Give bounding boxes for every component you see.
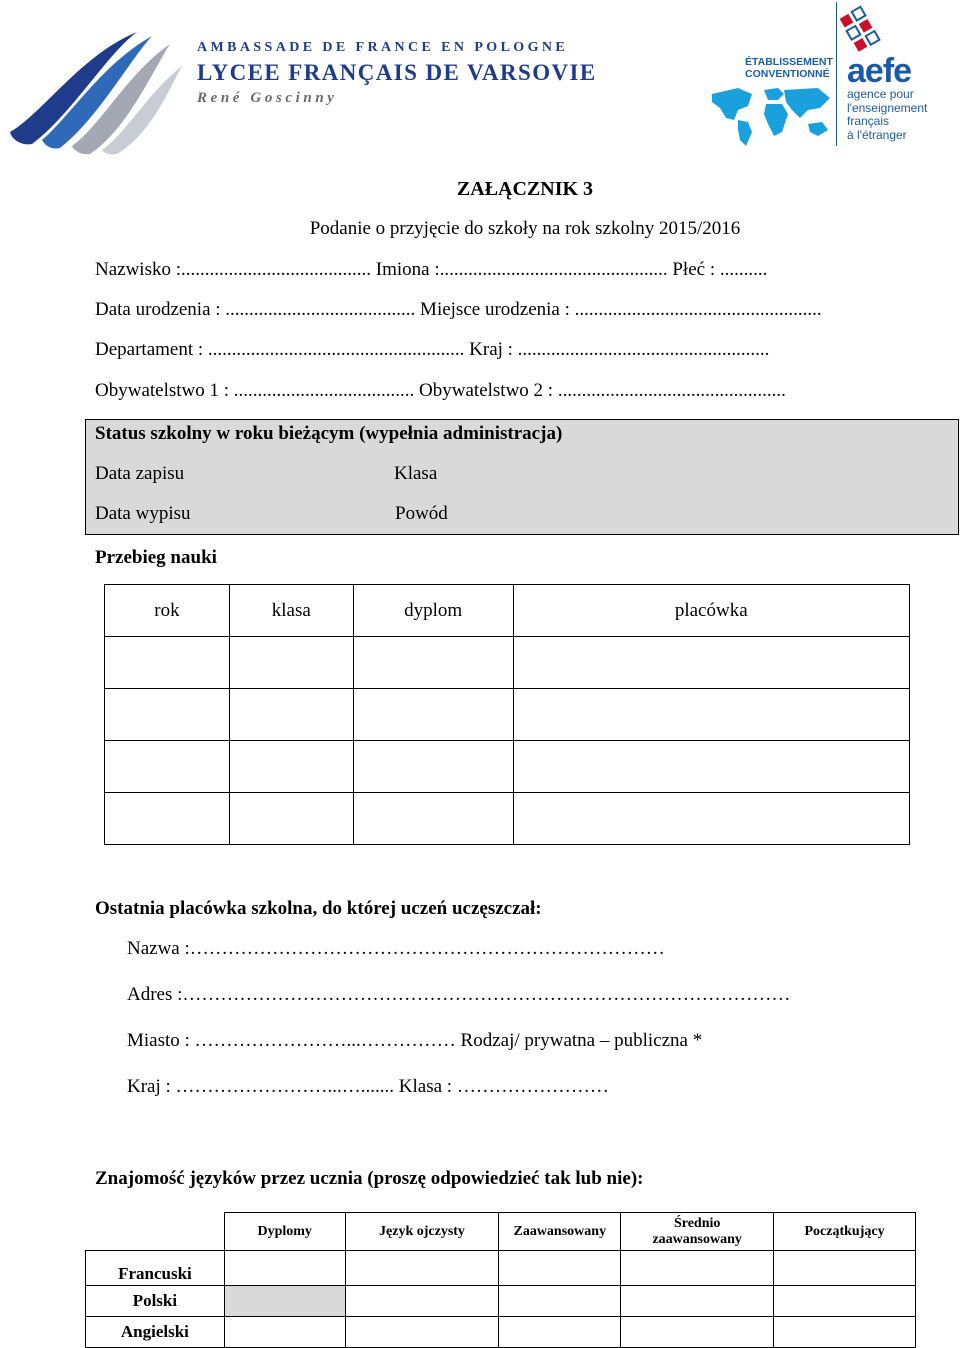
- jezyki-row-polski: Polski: [86, 1286, 225, 1317]
- header-patron: René Goscinny: [197, 90, 338, 106]
- table-cell[interactable]: [621, 1317, 774, 1348]
- table-row: [86, 1251, 916, 1286]
- table-cell[interactable]: [224, 1317, 345, 1348]
- table-cell[interactable]: [224, 1251, 345, 1286]
- przebieg-heading: Przebieg nauki: [95, 547, 217, 568]
- aefe-subtitle: [847, 88, 927, 142]
- aefe-sub-line: à l'étranger: [847, 127, 907, 142]
- table-row: [86, 1317, 916, 1348]
- table-cell[interactable]: [621, 1251, 774, 1286]
- world-map-icon: [708, 84, 836, 148]
- status-data-zapisu: Data zapisu: [95, 463, 185, 484]
- przebieg-table: [104, 584, 910, 845]
- table-cell[interactable]: [345, 1286, 499, 1317]
- table-cell[interactable]: [621, 1286, 774, 1317]
- ostatnia-kraj: Kraj : ……………………...…....... Klasa : ……………………: [127, 1076, 609, 1097]
- jezyki-col-poczatkujacy: Początkujący: [774, 1213, 916, 1251]
- table-row: [105, 637, 910, 689]
- table-cell[interactable]: [345, 1251, 499, 1286]
- page-subtitle: Podanie o przyjęcie do szkoły na rok szkolny 2015/2016: [309, 218, 741, 239]
- table-cell[interactable]: [105, 793, 230, 845]
- aefe-wordmark: aefe: [847, 52, 912, 90]
- table-cell[interactable]: [499, 1317, 621, 1348]
- table-cell[interactable]: [353, 637, 513, 689]
- table-cell[interactable]: [105, 637, 230, 689]
- table-cell[interactable]: [774, 1317, 916, 1348]
- field-row-name: Nazwisko :........................................ Imiona :................................................ Płeć : ..........: [95, 259, 768, 280]
- header-lycee: LYCEE FRANÇAIS DE VARSOVIE: [197, 60, 597, 85]
- table-cell[interactable]: [353, 689, 513, 741]
- jezyki-heading: Znajomość języków przez ucznia (proszę odpowiedzieć tak lub nie):: [95, 1168, 644, 1189]
- jezyki-row-francuski: Francuski: [86, 1251, 225, 1286]
- table-cell: [224, 1286, 345, 1317]
- jezyki-col-zaawansowany: Zaawansowany: [499, 1213, 621, 1251]
- table-cell[interactable]: [229, 637, 353, 689]
- table-cell[interactable]: [499, 1251, 621, 1286]
- etablissement-label: ÉTABLISSEMENT CONVENTIONNÉ: [745, 56, 833, 80]
- header-embassy: AMBASSADE DE FRANCE EN POLOGNE: [197, 40, 569, 55]
- table-row: [105, 689, 910, 741]
- page-title: ZAŁĄCZNIK 3: [456, 178, 594, 200]
- przebieg-col-dyplom: dyplom: [353, 585, 513, 637]
- jezyki-col-dyplomy: Dyplomy: [224, 1213, 345, 1251]
- table-cell[interactable]: [513, 793, 909, 845]
- table-cell[interactable]: [229, 793, 353, 845]
- table-cell[interactable]: [774, 1251, 916, 1286]
- ostatnia-miasto: Miasto : ……………………...…………… Rodzaj/ prywatna – publiczna *: [127, 1030, 703, 1051]
- table-cell[interactable]: [513, 741, 909, 793]
- table-row: [105, 741, 910, 793]
- table-cell[interactable]: [229, 741, 353, 793]
- przebieg-col-placowka: placówka: [513, 585, 909, 637]
- table-cell: [86, 1213, 225, 1251]
- table-row: [105, 793, 910, 845]
- przebieg-col-klasa: klasa: [229, 585, 353, 637]
- przebieg-col-rok: rok: [105, 585, 230, 637]
- table-cell[interactable]: [513, 689, 909, 741]
- jezyki-table: [85, 1212, 916, 1348]
- field-row-department: Departament : ...................................................... Kraj : .....................................................: [95, 339, 770, 360]
- aefe-sub-line: français: [847, 114, 890, 128]
- ostatnia-heading: Ostatnia placówka szkolna, do której uczeń uczęszczał:: [95, 898, 542, 919]
- table-cell[interactable]: [513, 637, 909, 689]
- status-klasa: Klasa: [394, 463, 438, 484]
- status-powod: Powód: [395, 503, 448, 524]
- ostatnia-adres: Adres :……………………………………………………………………………………: [127, 984, 791, 1005]
- aefe-sub-line: l'enseignement: [847, 100, 928, 115]
- field-row-birth: Data urodzenia : ........................................ Miejsce urodzenia : ....................................................: [95, 299, 822, 320]
- jezyki-col-ojczysty: Język ojczysty: [345, 1213, 499, 1251]
- header-divider: [836, 2, 837, 146]
- table-cell[interactable]: [353, 793, 513, 845]
- status-data-wypisu: Data wypisu: [95, 503, 191, 524]
- jezyki-col-srednio: Średnio zaawansowany: [621, 1213, 774, 1251]
- table-cell[interactable]: [774, 1286, 916, 1317]
- aefe-logo-icon: [838, 2, 890, 56]
- table-cell[interactable]: [499, 1286, 621, 1317]
- ostatnia-nazwa: Nazwa :…………………………………………………………………: [127, 938, 665, 959]
- field-row-citizenship: Obywatelstwo 1 : ...................................... Obywatelstwo 2 : ................................................: [95, 380, 786, 401]
- lycee-logo-icon: [2, 14, 192, 156]
- table-cell[interactable]: [229, 689, 353, 741]
- status-heading: Status szkolny w roku bieżącym (wypełnia administracja): [95, 423, 563, 444]
- table-row: [86, 1286, 916, 1317]
- table-cell[interactable]: [105, 689, 230, 741]
- table-cell[interactable]: [105, 741, 230, 793]
- aefe-sub-line: agence pour: [847, 87, 914, 101]
- table-cell[interactable]: [353, 741, 513, 793]
- jezyki-row-angielski: Angielski: [86, 1317, 225, 1348]
- table-cell[interactable]: [345, 1317, 499, 1348]
